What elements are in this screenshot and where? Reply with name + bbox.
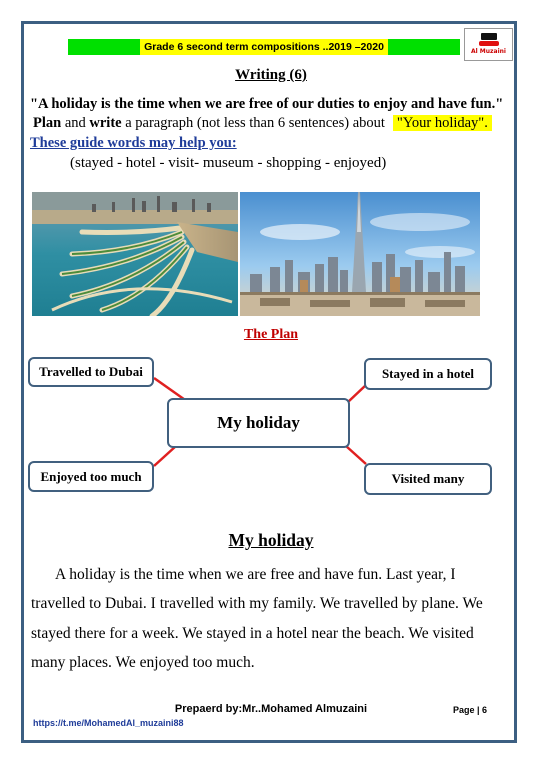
page-number: Page | 6 bbox=[453, 705, 488, 715]
plan-node-enjoyed: Enjoyed too much bbox=[28, 461, 154, 492]
palm-island-aerial-photo bbox=[32, 192, 238, 316]
plan-node-visited: Visited many bbox=[364, 463, 492, 495]
instructions bbox=[33, 115, 492, 132]
guide-heading: These guide words may help you: bbox=[30, 135, 237, 151]
essay-paragraph: A holiday is the time when we are free and have fun. Last year, I travelled to Dubai. I travelled with my family. We travelled by plane. We stayed there for a week. We stayed in a hotel near the beach. We visited many places. We enjoyed too much. bbox=[31, 566, 483, 671]
grade-banner bbox=[68, 39, 460, 55]
instr-rest: a paragraph (not less than 6 sentences) about bbox=[121, 115, 385, 131]
guide-words: (stayed - hotel - visit- museum - shopping - enjoyed) bbox=[70, 155, 387, 171]
topic-highlight: "Your holiday". bbox=[393, 115, 492, 131]
logo-band bbox=[479, 41, 499, 46]
dubai-skyline-photo bbox=[240, 192, 480, 316]
instr-write: write bbox=[89, 115, 122, 131]
holiday-quote: "A holiday is the time when we are free of our duties to enjoy and have fun." bbox=[30, 96, 504, 112]
plan-heading: The Plan bbox=[243, 327, 299, 342]
banner-text: Grade 6 second term compositions ..2019 –2020 bbox=[140, 39, 388, 55]
essay-body bbox=[31, 560, 493, 677]
essay-title: My holiday bbox=[228, 530, 314, 550]
writing-title: Writing (6) bbox=[235, 67, 307, 83]
logo-text: Al Muzaini bbox=[471, 48, 506, 55]
plan-node-stayed: Stayed in a hotel bbox=[364, 358, 492, 390]
instr-plan: Plan bbox=[33, 115, 62, 131]
logo bbox=[464, 28, 513, 61]
plan-center-node: My holiday bbox=[167, 398, 350, 448]
plan-node-travelled: Travelled to Dubai bbox=[28, 357, 154, 387]
prepared-by: Prepaerd by:Mr..Mohamed Almuzaini bbox=[174, 703, 368, 715]
instr-and: and bbox=[61, 115, 90, 131]
telegram-link[interactable]: https://t.me/MohamedAl_muzaini88 bbox=[33, 718, 184, 728]
graduation-cap-icon bbox=[481, 33, 497, 40]
